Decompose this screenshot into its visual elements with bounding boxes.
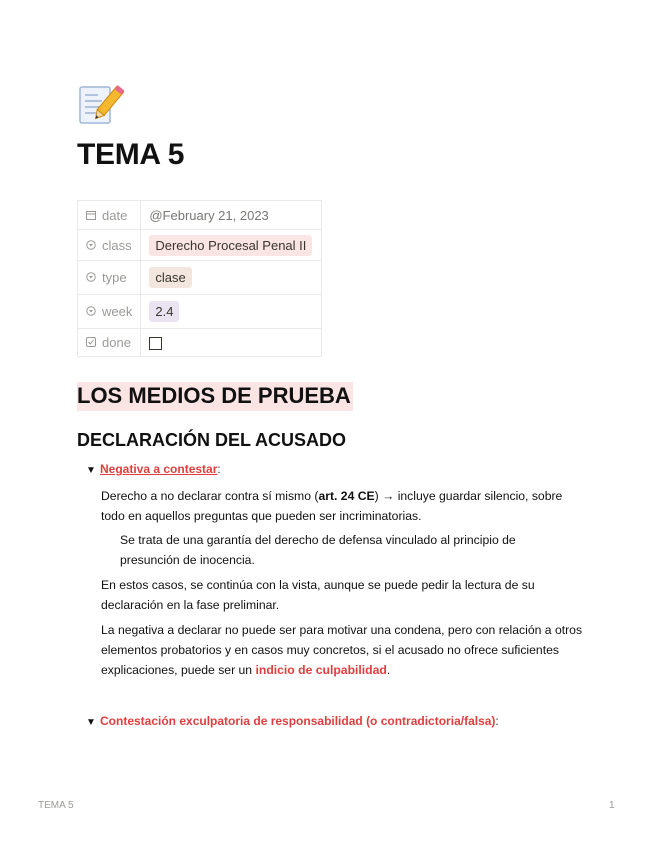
property-name-class (78, 230, 141, 261)
toggle-label[interactable]: Contestación exculpatoria de responsabilidad (o contradictoria/falsa) (100, 714, 496, 728)
property-value-done[interactable] (141, 329, 322, 357)
property-name-week (78, 295, 141, 329)
paragraph (101, 486, 586, 526)
property-value-type[interactable] (141, 261, 322, 295)
property-row-date (78, 201, 322, 230)
calendar-icon (86, 210, 96, 223)
class-tag[interactable]: Derecho Procesal Penal II (149, 235, 312, 256)
date-value[interactable]: @February 21, 2023 (149, 207, 269, 223)
page-number: 1 (609, 800, 615, 811)
toggle-suffix: : (495, 714, 499, 728)
footer-title: TEMA 5 (38, 800, 74, 811)
property-name-type (78, 261, 141, 295)
property-row-type (78, 261, 322, 295)
select-icon (86, 306, 96, 319)
toggle-arrow-icon[interactable]: ▼ (86, 465, 96, 476)
indented-paragraph: Se trata de una garantía del derecho de defensa vinculado al principio de presunción de inocencia. (120, 533, 516, 567)
property-value-date[interactable] (141, 201, 322, 230)
property-label: type (102, 270, 127, 285)
property-label: date (102, 207, 128, 223)
property-row-class (78, 230, 322, 261)
select-icon (86, 240, 96, 253)
toggle-suffix: : (217, 462, 221, 476)
property-row-week (78, 295, 322, 329)
paragraph (101, 620, 586, 680)
property-name-date (78, 201, 141, 230)
checkbox-icon (86, 337, 96, 350)
type-tag[interactable]: clase (149, 267, 191, 288)
toggle-negativa[interactable] (86, 462, 221, 476)
heading-declaracion-acusado: DECLARACIÓN DEL ACUSADO (77, 430, 347, 450)
text: ) → incluye guardar silencio, sobre todo en aquellos preguntas que pueden ser incriminatorias. (101, 489, 563, 523)
text: Derecho a no declarar contra sí mismo ( (101, 489, 319, 503)
week-tag[interactable]: 2.4 (149, 301, 179, 322)
heading-medios-de-prueba: LOS MEDIOS DE PRUEBA (77, 382, 353, 411)
paragraph: En estos casos, se continúa con la vista, aunque se puede pedir la lectura de su declaración en la fase preliminar. (101, 578, 535, 612)
text: La negativa a declarar no puede ser para motivar una condena, pero con relación a otros elementos probatorios y en casos muy concretos, si el acusado no ofrece suficientes explicaciones, puede ser un (101, 623, 583, 677)
property-label: done (102, 335, 131, 350)
page-title: TEMA 5 (77, 138, 185, 171)
property-name-done (78, 329, 141, 357)
select-icon (86, 272, 96, 285)
property-value-week[interactable] (141, 295, 322, 329)
property-value-class[interactable] (141, 230, 322, 261)
toggle-arrow-icon[interactable]: ▼ (86, 717, 96, 728)
toggle-label[interactable]: Negativa a contestar (100, 462, 218, 476)
property-row-done (78, 329, 322, 357)
memo-icon (78, 83, 124, 127)
property-label: week (102, 304, 133, 319)
text: . (386, 663, 391, 677)
done-checkbox[interactable] (149, 337, 162, 350)
properties-table (77, 200, 322, 357)
toggle-contestacion[interactable] (86, 714, 499, 728)
property-label: class (102, 237, 132, 253)
article-reference: art. 24 CE (318, 489, 375, 503)
highlight-text: indicio de culpabilidad (255, 663, 387, 677)
